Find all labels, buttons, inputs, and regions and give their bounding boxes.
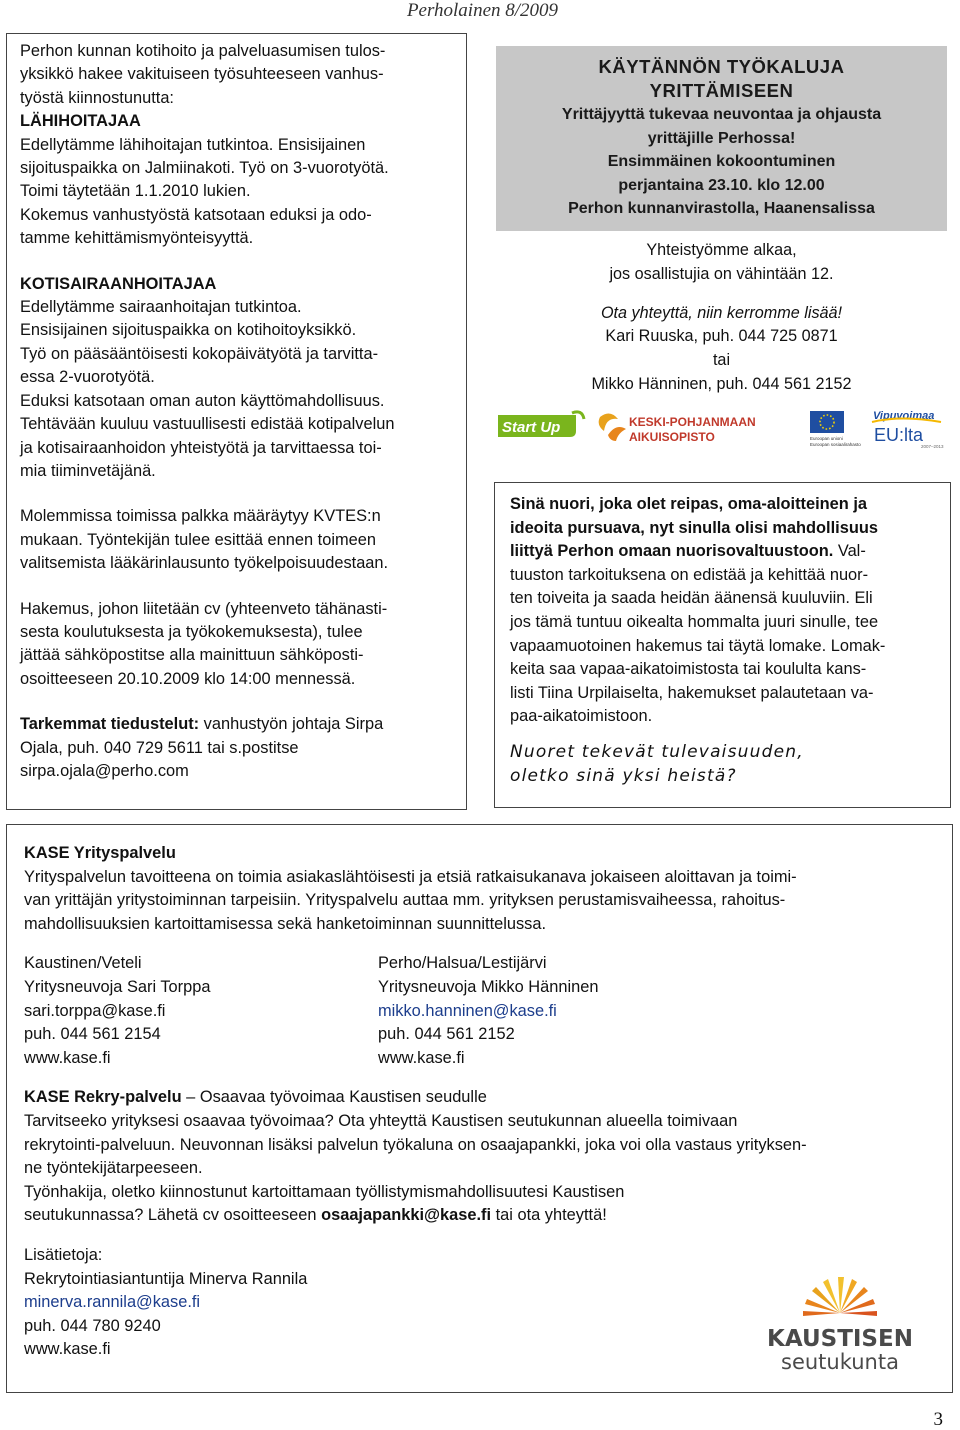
youth-line: paa-aikatoimistoon. — [510, 707, 653, 726]
svg-text:2007–2013: 2007–2013 — [921, 443, 944, 449]
job-ad-line: yksikkö hakee vakituiseen työsuhteeseen vanhus- — [20, 65, 384, 84]
svg-text:EU:lta: EU:lta — [874, 424, 924, 445]
job-ad-line: Kokemus vanhustyöstä katsotaan eduksi ja odo- — [20, 205, 372, 224]
vipuvoimaa-logo — [872, 410, 944, 449]
rekry-text: tai ota yhteyttä! — [491, 1206, 607, 1225]
rekry-subtitle: – Osaavaa työvoimaa Kaustisen seudulle — [181, 1088, 487, 1107]
job-ad-line: ja kotisairaanhoidon yhteistyötä ja tarvittaessa toi- — [20, 438, 382, 457]
youth-tail-span: Val- — [833, 542, 866, 561]
youth-line: tuuston tarkoituksena on edistää ja kehittää nuor- — [510, 565, 869, 584]
contact-region: Kaustinen/Veteli — [24, 954, 142, 973]
contact-cta: Ota yhteyttä, niin kerromme lisää! — [600, 303, 843, 322]
slogan-line: oletko sinä yksi heistä? — [510, 765, 737, 786]
inquiries-line — [20, 713, 454, 736]
coop-line: Yhteistyömme alkaa, — [646, 240, 797, 259]
job-ad-line: sesta koulutuksesta ja työkokemuksesta), tulee — [20, 622, 363, 641]
info-label: Lisätietoja: — [24, 1245, 103, 1264]
youth-line: ten toiveita ja saada heidän äänensä kuuluviin. Eli — [510, 589, 873, 608]
tools-title-2: YRITTÄMISEEN — [649, 80, 794, 101]
tools-title: KÄYTÄNNÖN TYÖKALUJA — [598, 56, 845, 77]
svg-text:KAUSTISEN: KAUSTISEN — [767, 1326, 913, 1352]
info-website[interactable]: www.kase.fi — [24, 1340, 111, 1359]
rekry-line: rekrytointi-palveluun. Neuvonnan lisäksi palvelun työkaluna on osaajapankki, joka voi olla vastaus yrityksen- — [24, 1135, 807, 1154]
job-ad-line: jättää sähköpostitse alla mainittuun sähköposti- — [20, 646, 364, 665]
tools-contact — [496, 302, 947, 397]
youth-bold-span: liittyä Perhon omaan nuorisovaltuustoon. — [510, 542, 834, 561]
job-ad-line: Perhon kunnan kotihoito ja palveluasumisen tulos- — [20, 42, 386, 60]
contact-line: Kari Ruuska, puh. 044 725 0871 — [605, 327, 838, 346]
rekry-line — [24, 1204, 934, 1228]
job-ad-line: Hakemus, johon liitetään cv (yhteenveto tähänasti- — [20, 599, 388, 618]
svg-text:Vipuvoimaa: Vipuvoimaa — [873, 409, 935, 422]
page-number: 3 — [933, 1409, 943, 1430]
job-ad-line: essa 2-vuorotyötä. — [20, 368, 155, 387]
coop-line: jos osallistujia on vähintään 12. — [609, 264, 834, 283]
contact-person: Yritysneuvoja Mikko Hänninen — [378, 977, 599, 996]
youth-council-box — [494, 482, 951, 808]
job-ad-line: Toimi täytetään 1.1.2010 lukien. — [20, 182, 251, 201]
startup-logo — [498, 412, 584, 437]
job-ad-line: sijoituspaikka on Jalmiinakoti. Työ on 3-vuorotyötä. — [20, 159, 389, 178]
tools-line: perjantaina 23.10. klo 12.00 — [618, 176, 825, 194]
kase-intro-line: van yrittäjän yritystoiminnan tarpeisiin. Yrityspalvelu auttaa mm. yrityksen perustamisvaiheessa, rahoitus- — [24, 891, 786, 910]
contact-person: Yritysneuvoja Sari Torppa — [24, 977, 211, 996]
svg-text:Euroopan unioni: Euroopan unioni — [810, 435, 843, 441]
svg-text:Euroopan sosiaalirahasto: Euroopan sosiaalirahasto — [810, 441, 861, 447]
youth-mixed-line — [510, 540, 936, 564]
rekry-text: seutukunnassa? Lähetä cv osoitteeseen — [24, 1206, 322, 1225]
contact-line: Mikko Hänninen, puh. 044 561 2152 — [591, 374, 852, 393]
tools-line: Perhon kunnanvirastolla, Haanensalissa — [568, 200, 875, 218]
kase-contacts — [24, 952, 934, 1070]
kase-box — [6, 824, 953, 1393]
tools-line: Yrittäjyyttä tukevaa neuvontaa ja ohjausta — [561, 106, 882, 123]
partner-logos — [496, 405, 947, 451]
info-person: Rekrytointiasiantuntija Minerva Rannila — [24, 1269, 308, 1288]
kase-title: KASE Yrityspalvelu — [24, 844, 176, 862]
youth-slogan — [510, 740, 936, 788]
contact-email[interactable]: sari.torppa@kase.fi — [24, 1001, 166, 1020]
coop-text — [496, 239, 947, 287]
tools-line: Ensimmäinen kokoontuminen — [607, 153, 836, 171]
job-ad-line: Ensisijainen sijoituspaikka on kotihoitoyksikkö. — [20, 321, 357, 340]
svg-text:seutukunta: seutukunta — [781, 1350, 899, 1374]
job-title-lahihoitaja: LÄHIHOITAJAA — [20, 112, 141, 131]
eu-flag-logo — [810, 411, 861, 447]
job-ad-line: Ojala, puh. 040 729 5611 tai s.postitse — [20, 738, 299, 757]
rekry-line: ne työntekijätarpeeseen. — [24, 1159, 203, 1178]
contact-kaustinen — [24, 952, 378, 1070]
job-ad-line: työstä kiinnostunutta: — [20, 88, 174, 107]
partner-logos-svg — [496, 405, 947, 451]
sunburst-icon — [803, 1277, 877, 1316]
inquiries-label: Tarkemmat tiedustelut: — [20, 715, 200, 734]
contact-email-link[interactable]: mikko.hanninen@kase.fi — [378, 1001, 557, 1020]
contact-phone: puh. 044 561 2152 — [378, 1025, 515, 1044]
job-ad-line: mukaan. Työntekijän tulee esittää ennen toimeen — [20, 530, 376, 549]
contact-email[interactable]: sirpa.ojala@perho.com — [20, 761, 189, 780]
osaajapankki-email[interactable]: osaajapankki@kase.fi — [321, 1206, 492, 1225]
job-ad-line: Työ on pääsääntöisesti kokopäivätyötä ja tarvitta- — [20, 344, 379, 363]
rekry-line: Tarvitseeko yrityksesi osaavaa työvoimaa? Ota yhteyttä Kaustisen seutukunnan alueella toimivaan — [24, 1111, 738, 1130]
youth-bold-line: Sinä nuori, joka olet reipas, oma-aloitteinen ja — [510, 495, 868, 513]
rekry-line: Työnhakija, oletko kiinnostunut kartoittamaan työllistymismahdollisuutesi Kaustisen — [24, 1182, 625, 1201]
youth-line: listi Tiina Urpilaiselta, hakemukset palautetaan va- — [510, 683, 874, 702]
issue-header: Perholainen 8/2009 — [406, 0, 559, 21]
svg-text:AIKUISOPISTO: AIKUISOPISTO — [629, 429, 715, 444]
youth-line: vapaamuotoinen hakemus tai täytä lomake. Lomak- — [510, 636, 886, 655]
job-ad-line: osoitteeseen 20.10.2009 klo 14:00 mennessä. — [20, 669, 356, 688]
tools-banner — [496, 46, 947, 231]
job-ad-box — [6, 33, 467, 810]
contact-perho — [378, 952, 598, 1070]
job-ad-line: Edellytämme lähihoitajan tutkintoa. Ensisijainen — [20, 135, 366, 154]
job-ad-line: valitsemista lääkärinlausunto työkelpoisuudestaan. — [20, 554, 389, 573]
info-email-link[interactable]: minerva.rannila@kase.fi — [24, 1293, 201, 1312]
kaustisen-seutukunta-logo — [760, 1271, 920, 1375]
info-phone: puh. 044 780 9240 — [24, 1316, 161, 1335]
aikuisopisto-logo — [599, 413, 756, 444]
kase-intro-line: mahdollisuuksien kartoittamisessa sekä hanketoiminnan suunnittelussa. — [24, 914, 547, 933]
rekry-heading — [24, 1086, 934, 1110]
contact-website[interactable]: www.kase.fi — [378, 1048, 465, 1067]
contact-line: tai — [712, 351, 731, 370]
kase-intro-line: Yrityspalvelun tavoitteena on toimia asiakaslähtöisesti ja etsiä ratkaisukanava jokaiseen aloittavan ja toimi- — [24, 867, 797, 886]
contact-phone: puh. 044 561 2154 — [24, 1025, 161, 1044]
job-ad-line: Tehtävään kuuluu vastuullisesti edistää kotipalvelun — [20, 415, 395, 434]
youth-line: jos tämä tuntuu oikealta hommalta juuri sinulle, tee — [510, 612, 879, 631]
practical-tools-section — [496, 46, 947, 451]
job-title-kotisairaanhoitaja: KOTISAIRAANHOITAJAA — [20, 274, 217, 293]
youth-line: keita saa vapaa-aikatoimistosta tai koululta kans- — [510, 660, 867, 679]
inquiries-contact: vanhustyön johtaja Sirpa — [199, 715, 384, 734]
svg-text:Start Up: Start Up — [502, 418, 561, 436]
svg-text:KESKI-POHJANMAAN: KESKI-POHJANMAAN — [629, 414, 756, 429]
youth-bold-line: ideoita pursuava, nyt sinulla olisi mahdollisuus — [510, 518, 878, 537]
job-ad-line: tamme kehittämismyönteisyyttä. — [20, 229, 254, 248]
job-ad-line: mia tiiminvetäjänä. — [20, 461, 156, 480]
rekry-title: KASE Rekry-palvelu — [24, 1088, 182, 1107]
job-ad-line: Eduksi katsotaan oman auton käyttömahdollisuus. — [20, 391, 385, 410]
contact-website[interactable]: www.kase.fi — [24, 1048, 111, 1067]
job-ad-line: Edellytämme sairaanhoitajan tutkintoa. — [20, 298, 302, 317]
tools-line: yrittäjille Perhossa! — [647, 129, 796, 147]
contact-region: Perho/Halsua/Lestijärvi — [378, 954, 547, 973]
job-ad-line: Molemmissa toimissa palkka määräytyy KVTES:n — [20, 507, 381, 526]
slogan-line: Nuoret tekevät tulevaisuuden, — [510, 741, 804, 762]
